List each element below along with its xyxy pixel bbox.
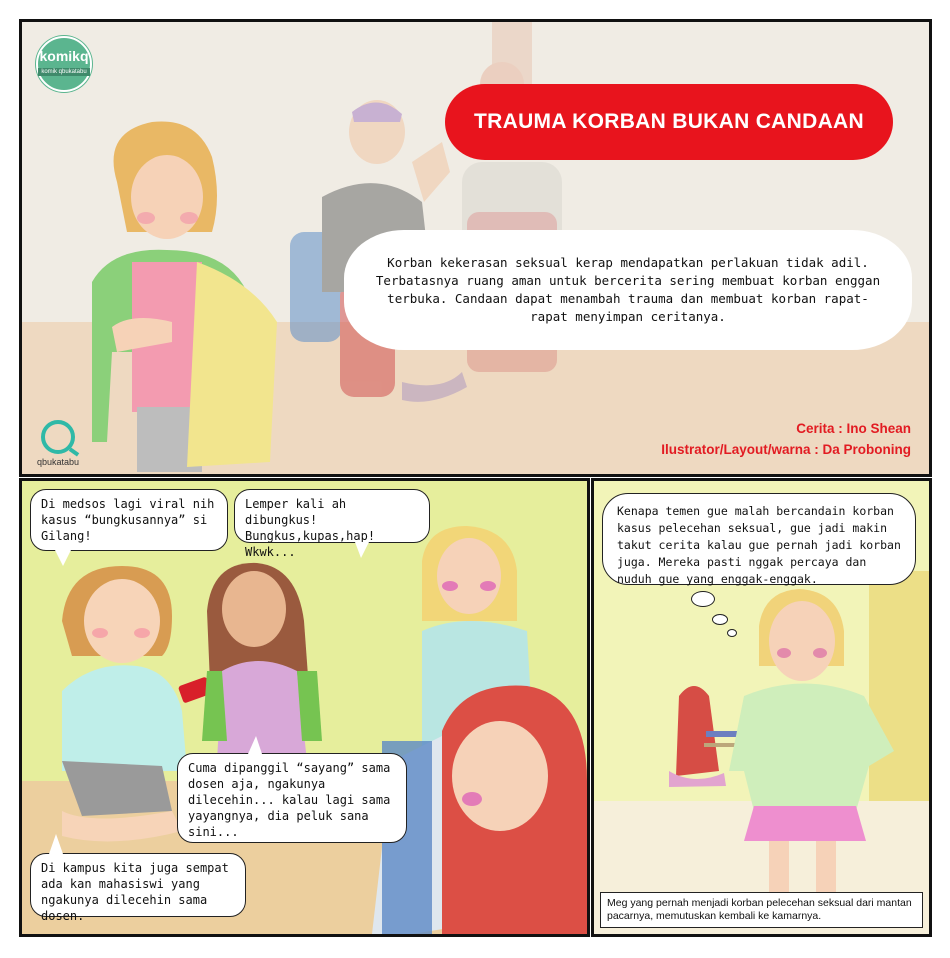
- speech-bubble-sayang-text: Cuma dipanggil “sayang” sama dosen aja, ngakunya dilecehin... kalau lagi sama yayangnya, dia peluk sana sini...: [188, 761, 391, 839]
- speech-bubble-viral-text: Di medsos lagi viral nih kasus “bungkusannya” si Gilang!: [41, 497, 215, 543]
- thought-dot-large: [691, 591, 715, 607]
- credit-story: Cerita : Ino Shean: [796, 421, 911, 436]
- thought-dot-medium: [712, 614, 728, 625]
- komikq-logo: [36, 36, 92, 92]
- komikq-logo-title: komikq: [39, 48, 89, 64]
- speech-bubble-lemper: [234, 489, 430, 559]
- thought-bubble: [602, 493, 916, 585]
- speech-bubble-viral: [30, 489, 228, 551]
- thought-bubble-text: Kenapa temen gue malah bercandain korban kasus pelecehan seksual, gue jadi makin takut cerita kalau gue pernah jadi korban juga. Mereka pasti nggak percaya dan nuduh gue yang enggak-enggak.: [617, 504, 901, 586]
- top-panel: [19, 19, 932, 477]
- comic-title: [445, 84, 893, 160]
- speech-bubble-sayang: [177, 753, 407, 843]
- narration-box: [344, 230, 912, 350]
- caption-box: [600, 892, 923, 928]
- bottom-right-panel: [591, 478, 932, 937]
- thought-dot-small: [727, 629, 737, 637]
- speech-bubble-lemper-text: Lemper kali ah dibungkus! Bungkus,kupas,hap! Wkwk...: [245, 497, 376, 559]
- bottom-left-panel: [19, 478, 590, 937]
- narration-text: Korban kekerasan seksual kerap mendapatkan perlakuan tidak adil. Terbatasnya ruang aman untuk bercerita sering membuat korban enggan terbuka. Candaan dapat menambah trauma dan membuat korban rapat-rapat menyimpan ceritanya.: [375, 255, 881, 324]
- comic-title-text: TRAUMA KORBAN BUKAN CANDAAN: [474, 110, 864, 133]
- qbukatabu-logo-text: qbukatabu: [36, 457, 80, 467]
- credit-illustrator: Ilustrator/Layout/warna : Da Proboning: [661, 442, 911, 457]
- komikq-logo-subtitle: komik qbukatabu: [38, 68, 90, 76]
- q-icon: [41, 420, 75, 454]
- credits: [661, 418, 911, 460]
- speech-bubble-kampus-text: Di kampus kita juga sempat ada kan mahasiswi yang ngakunya dilecehin sama dosen.: [41, 861, 229, 923]
- caption-text: Meg yang pernah menjadi korban pelecehan seksual dari mantan pacarnya, memutuskan kembali ke kamarnya.: [607, 897, 912, 922]
- qbukatabu-logo: [34, 420, 82, 467]
- speech-bubble-kampus: [30, 853, 246, 923]
